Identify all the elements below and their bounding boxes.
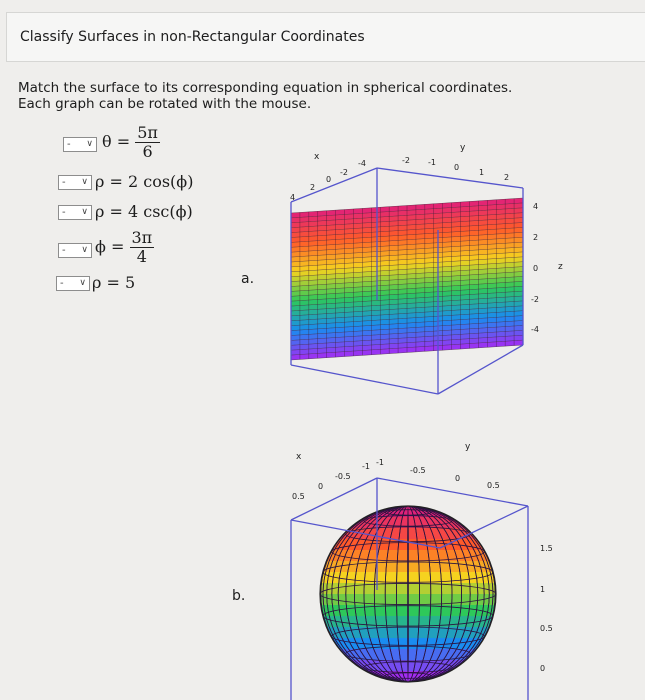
graph-b-y-tick: 0.5 [487,481,500,490]
graph-a-x-tick: 0 [326,175,332,184]
chevron-down-icon: ∨ [81,207,88,217]
graph-a-y-tick: 1 [479,168,485,177]
graph-a-z-axis-title: z [558,262,563,272]
graph-b-x-tick: -1 [362,462,370,471]
fraction: $\frac{5\pi}{6}$ [137,123,158,161]
equation-2: ρ = 2 cos(ϕ) [95,172,194,191]
chevron-down-icon: ∨ [79,278,86,288]
graph-a-x-tick: 2 [310,183,316,192]
graph-b-y-tick: -0.5 [410,466,426,475]
equation-4: ϕ = $\frac{3\pi}{4}$ [95,228,153,266]
equation-1: θ = $\frac{5\pi}{6}$ [102,123,158,161]
graph-b-y-axis-title: y [465,442,471,452]
graph-b-x-tick: -0.5 [335,472,351,481]
fraction: $\frac{3\pi}{4}$ [131,228,153,266]
select-value: - [62,207,66,218]
chevron-down-icon: ∨ [81,177,88,187]
graph-a-x-axis-title: x [314,152,320,162]
chevron-down-icon: ∨ [86,139,93,149]
graph-b-z-tick: 0 [540,664,546,673]
graph-b-label: b. [232,588,246,604]
graph-a-x-tick: -4 [358,159,366,168]
graph-b-y-tick: 0 [455,474,461,483]
select-value: - [67,139,71,150]
graph-a-y-tick: -2 [402,156,410,165]
equation-3: ρ = 4 csc(ϕ) [95,202,193,221]
graph-a-z-tick: -2 [531,295,539,304]
graph-a-y-tick: -1 [428,158,436,167]
chevron-down-icon: ∨ [81,245,88,255]
select-value: - [62,245,66,256]
graph-a-x-tick: -2 [340,168,348,177]
graph-b-y-tick: -1 [376,458,384,467]
graph-a-x-tick: 4 [290,193,296,202]
page-title: Classify Surfaces in non-Rectangular Coordinates [20,29,365,45]
select-value: - [62,177,66,188]
graph-a-z-tick: 0 [533,264,539,273]
graph-b-z-tick: 1.5 [540,544,553,553]
graph-a-y-tick: 0 [454,163,460,172]
graph-b-x-tick: 0.5 [292,492,305,501]
graph-a-label: a. [241,271,255,287]
instructions-line-2: Each graph can be rotated with the mouse. [18,96,312,112]
graph-b-x-axis-title: x [296,452,302,462]
graph-a-z-tick: 4 [533,202,539,211]
graph-a-z-tick: -4 [531,325,539,334]
graph-b-x-tick: 0 [318,482,324,491]
equation-5: ρ = 5 [92,273,136,292]
graph-a-y-tick: 2 [504,173,510,182]
graph-a-z-tick: 2 [533,233,539,242]
graph-a-y-axis-title: y [460,143,466,153]
graph-b-z-tick: 0.5 [540,624,553,633]
graph-b-z-tick: 1 [540,585,546,594]
select-value: - [60,278,64,289]
instructions-line-1: Match the surface to its corresponding equation in spherical coordinates. [18,80,513,96]
